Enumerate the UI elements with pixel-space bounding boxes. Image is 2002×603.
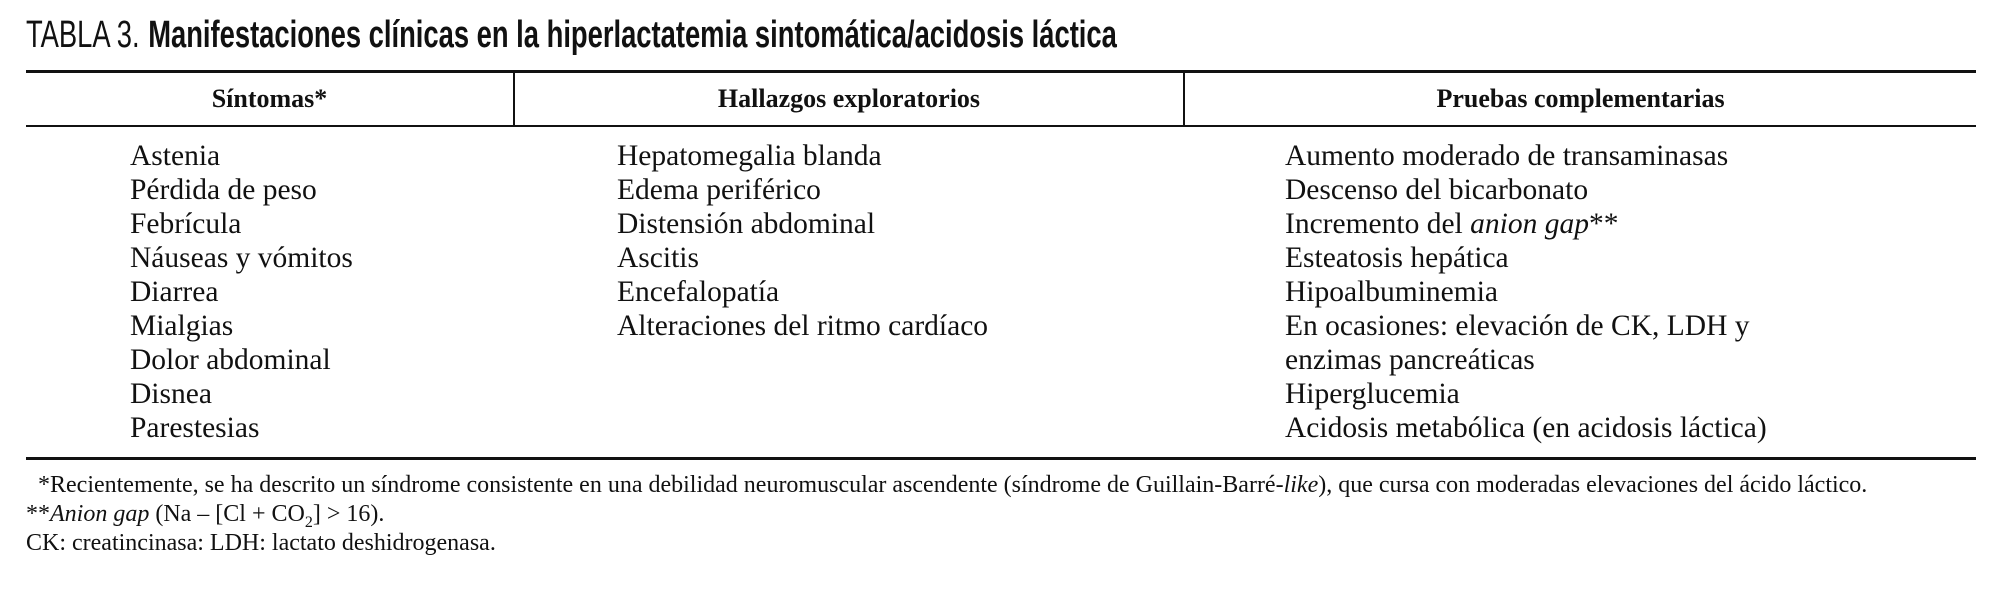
list-item: Disnea [130,378,212,410]
list-item: Hepatomegalia blanda [617,140,882,172]
list-item: Diarrea [130,276,219,308]
list-item: enzimas pancreáticas [1285,344,1535,376]
list-item: Hipoalbuminemia [1285,276,1499,308]
header-rule [26,125,1976,127]
list-item-text: ** [1588,208,1619,240]
footnote-2 [26,500,1976,529]
table-number: TABLA 3. [26,14,140,56]
list-item: Hiperglucemia [1285,378,1460,410]
list-item: Distensión abdominal [617,208,876,240]
footnote-1 [26,471,1976,500]
list-item: Esteatosis hepática [1285,242,1509,274]
list-item-emphasis: anion gap [1470,208,1589,240]
bottom-rule [26,457,1976,460]
list-item: Aumento moderado de transaminasas [1285,140,1729,172]
footnotes [26,471,1976,558]
list-item: Pérdida de peso [130,174,317,206]
footnote-subscript: 2 [304,513,313,531]
list-item: Ascitis [617,242,699,274]
table-title-text: Manifestaciones clínicas en la hiperlactatemia sintomática/acidosis láctica [148,14,1117,56]
list-item: Descenso del bicarbonato [1285,174,1589,206]
header-pruebas: Pruebas complementarias [1436,84,1725,113]
list-item: Alteraciones del ritmo cardíaco [617,310,989,342]
list-item: Encefalopatía [617,276,780,308]
pruebas-list [1285,139,1965,445]
hallazgos-list [617,139,988,343]
footnote-text: *Recientemente, se ha descrito un síndrome consistente en una debilidad neuromuscular ascendente (síndrome de Guillain-Barré- [38,472,1284,498]
list-item: Parestesias [130,412,260,444]
list-item: En ocasiones: elevación de CK, LDH y [1285,310,1750,342]
list-item: Febrícula [130,208,242,240]
footnote-text: ] > 16). [312,501,385,527]
footnote-3: CK: creatincinasa: LDH: lactato deshidrogenasa. [26,530,496,556]
list-item-text: Incremento del [1285,208,1471,240]
list-item: Mialgias [130,310,234,342]
header-hallazgos: Hallazgos exploratorios [717,84,981,113]
table-title [26,8,1117,62]
footnote-emphasis: Anion gap [50,501,150,527]
footnote-text: (Na – [Cl + CO [149,501,305,527]
list-item [1285,207,1965,241]
footnote-text: ** [26,501,50,527]
footnote-emphasis: like [1283,472,1319,498]
list-item: Dolor abdominal [130,344,331,376]
header-sintomas: Síntomas* [211,84,328,113]
list-item: Acidosis metabólica (en acidosis láctica) [1285,412,1767,444]
footnote-text: ), que cursa con moderadas elevaciones del ácido láctico. [1318,472,1868,498]
list-item: Astenia [130,140,221,172]
sintomas-list [130,139,353,445]
list-item: Edema periférico [617,174,821,206]
list-item: Náuseas y vómitos [130,242,353,274]
